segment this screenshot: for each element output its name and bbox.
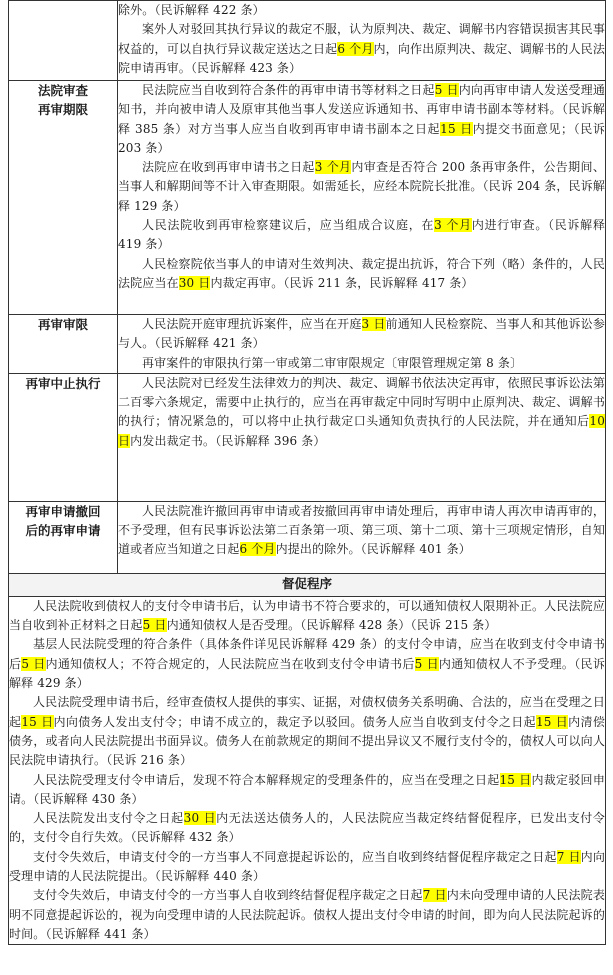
- text-segment: 内提交书面意见；（民诉 203 条）: [118, 121, 606, 155]
- text-segment: 人民法院开庭审理抗诉案件，应当在开庭: [142, 317, 362, 331]
- highlighted-deadline: 5 日: [414, 656, 439, 671]
- text-segment: 内通知债权人；不符合规定的，人民法院应当在收到支付令申请书后: [45, 656, 415, 671]
- text-segment: 前通知人民检察院、当事人和其他诉讼参与人。（民诉解释 421 条）: [118, 317, 606, 351]
- table-row: [9, 81, 606, 315]
- highlighted-deadline: 6 个月: [239, 542, 276, 557]
- highlighted-deadline: 15 日: [440, 121, 473, 136]
- paragraph: [9, 597, 605, 636]
- row-content: [118, 501, 606, 573]
- paragraph: [118, 315, 605, 354]
- row-label: 法院审查 再审期限: [9, 81, 118, 315]
- paragraph: [118, 374, 605, 451]
- section-content: [9, 596, 606, 944]
- text-segment: 人民法院对已经发生法律效力的判决、裁定、调解书依法决定再审，依照民事诉讼法第二百零六条规定，需要中止执行的，应当在再审裁定中同时写明中止原判决、裁定、调解书的执行；情况紧急的，可以将中止执行裁定口头通知负责执行的人民法院，并在通知后: [118, 375, 605, 429]
- paragraph: [118, 158, 605, 216]
- highlighted-deadline: 5 日: [142, 618, 167, 633]
- text-segment: 民法院应当自收到符合条件的再审申请书等材料之日起: [142, 83, 435, 97]
- text-segment: 支付令失效后，申请支付令的一方当事人不同意提起诉讼的，应当自收到终结督促程序裁定之日起: [33, 849, 557, 864]
- row-content: [118, 1, 606, 81]
- text-segment: 内裁定驳回申请。（民诉解释 430 条）: [9, 772, 605, 806]
- highlighted-deadline: 5 日: [21, 656, 46, 671]
- highlighted-deadline: 6 个月: [337, 41, 374, 56]
- text-segment: 基层人民法院受理的符合条件（具体条件详见民诉解释 429 条）的支付令申请，应当在收到支付令申请书后: [9, 637, 605, 671]
- text-segment: 内通知债权人不予受理。（民诉解释 429 条）: [9, 656, 605, 691]
- text-segment: 人民法院准许撤回再审申请或者按撤回再审申请处理后，再审申请人再次申请再审的，不予受理，但有民事诉讼法第二百条第一项、第三项、第十二项、第十三项规定情形，自知道或者应当知道之日起: [118, 503, 605, 557]
- text-segment: 人民检察院依当事人的申请对生效判决、裁定提出抗诉，符合下列（略）条件的，人民法院应当在: [118, 256, 605, 290]
- paragraph: [118, 1, 605, 20]
- text-segment: 内向再审申请人发送受理通知书，并向被申请人及原审其他当事人发送应诉通知书、再审申请书副本等材料。（民诉解释 385 条）对方当事人应当自收到再审申请书副本之日起: [118, 83, 605, 136]
- text-segment: 内提出的除外。（民诉解释 401 条）: [275, 542, 471, 557]
- text-segment: 再审案件的审限执行第一审或第二审审限规定〔审限管理规定第 8 条〕: [142, 355, 523, 370]
- paragraph: [118, 255, 605, 294]
- text-segment: 内裁定再审。（民诉 211 条，民诉解释 417 条）: [210, 275, 474, 290]
- section-header-row: [9, 573, 606, 596]
- highlighted-deadline: 30 日: [183, 811, 217, 826]
- highlighted-deadline: 15 日: [535, 714, 569, 729]
- row-content: [118, 81, 606, 315]
- text-segment: 内通知债权人是否受理。（民诉解释 428 条）（民诉 215 条）: [166, 618, 497, 633]
- paragraph: [9, 809, 605, 848]
- deadline-table: [8, 0, 606, 945]
- highlighted-deadline: 5 日: [434, 83, 459, 97]
- text-segment: 内无法送达债务人的，人民法院应当裁定终结督促程序，已发出支付令的，支付令自行失效。（民诉解释 432 条）: [9, 811, 605, 845]
- text-segment: 内向债务人发出支付令；申请不成立的，裁定予以驳回。债务人应当自收到支付令之日起: [53, 714, 536, 729]
- table-row: [9, 373, 606, 501]
- deadline-table-body: [9, 1, 606, 945]
- paragraph: [118, 216, 605, 255]
- text-segment: 人民法院发出支付令之日起: [33, 811, 184, 826]
- text-segment: 内，向作出原判决、裁定、调解书的人民法院申请再审。（民诉解释 423 条）: [118, 41, 605, 75]
- table-row: [9, 1, 606, 81]
- highlighted-deadline: 7 日: [422, 888, 447, 903]
- table-row: [9, 315, 606, 374]
- text-segment: 人民法院收到债权人的支付令申请书后，认为申请书不符合要求的，可以通知债权人限期补正。人民法院应当自收到补正材料之日起: [9, 598, 605, 633]
- paragraph: [9, 693, 605, 770]
- row-label: [9, 1, 118, 81]
- highlighted-deadline: 3 个月: [314, 160, 352, 175]
- text-segment: 内发出裁定书。（民诉解释 396 条）: [130, 433, 326, 448]
- row-content: [118, 315, 606, 374]
- highlighted-deadline: 30 日: [178, 275, 211, 290]
- paragraph: [118, 20, 605, 78]
- highlighted-deadline: 7 日: [556, 849, 581, 864]
- paragraph: [9, 771, 605, 810]
- paragraph: [118, 354, 605, 373]
- text-segment: 内向受理申请的人民法院提出。（民诉解释 440 条）: [9, 849, 605, 884]
- text-segment: 法院应在收到再审申请书之日起: [142, 160, 315, 175]
- table-row: [9, 501, 606, 573]
- paragraph: [9, 848, 605, 887]
- text-segment: 支付令失效后，申请支付令的一方当事人自收到终结督促程序裁定之日起: [33, 888, 423, 903]
- text-segment: 案外人对驳回其执行异议的裁定不服，认为原判决、裁定、调解书内容错误损害其民事权益的，可以自执行异议裁定送达之日起: [118, 22, 605, 56]
- text-segment: 人民法院受理支付令申请后，发现不符合本解释规定的受理条件的，应当在受理之日起: [33, 772, 500, 787]
- row-label: 再审中止执行: [9, 373, 118, 501]
- highlighted-deadline: 3 个月: [434, 218, 472, 233]
- section-body-row: [9, 596, 606, 944]
- paragraph: [118, 502, 605, 560]
- text-segment: 除外。（民诉解释 422 条）: [118, 3, 265, 17]
- paragraph: [9, 635, 605, 693]
- highlighted-deadline: 3 日: [361, 317, 386, 331]
- row-label: 再审申请撤回 后的再审申请: [9, 501, 118, 573]
- highlighted-deadline: 10 日: [118, 414, 605, 448]
- paragraph: [9, 886, 605, 944]
- paragraph: [118, 81, 605, 158]
- text-segment: 内进行审查。（民诉解释 419 条）: [118, 218, 605, 252]
- text-segment: 内审查是否符合 200 条再审条件，公告期间、当事人和解期间等不计入审查期限。如需延长，应经本院院长批准。（民诉 204 条，民诉解释 129 条）: [118, 160, 605, 213]
- row-content: [118, 373, 606, 501]
- text-segment: 内清偿债务，或者向人民法院提出书面异议。债务人在前款规定的期间不提出异议又不履行支付令的，债权人可以向人民法院申请执行。（民诉 216 条）: [9, 714, 606, 768]
- text-segment: 人民法院收到再审检察建议后，应当组成合议庭，在: [142, 218, 435, 233]
- highlighted-deadline: 15 日: [499, 772, 532, 787]
- row-label: 再审审限: [9, 315, 118, 374]
- text-segment: 内未向受理申请的人民法院表明不同意提起诉讼的，视为向受理申请的人民法院起诉。债权人提出支付令申请的时间，即为向人民法院起诉的时间。（民诉解释 441 条）: [9, 888, 606, 941]
- highlighted-deadline: 15 日: [21, 714, 54, 729]
- text-segment: 人民法院受理申请书后，经审查债权人提供的事实、证据，对债权债务关系明确、合法的，应当在受理之日起: [9, 695, 605, 729]
- section-title: 督促程序: [9, 573, 606, 596]
